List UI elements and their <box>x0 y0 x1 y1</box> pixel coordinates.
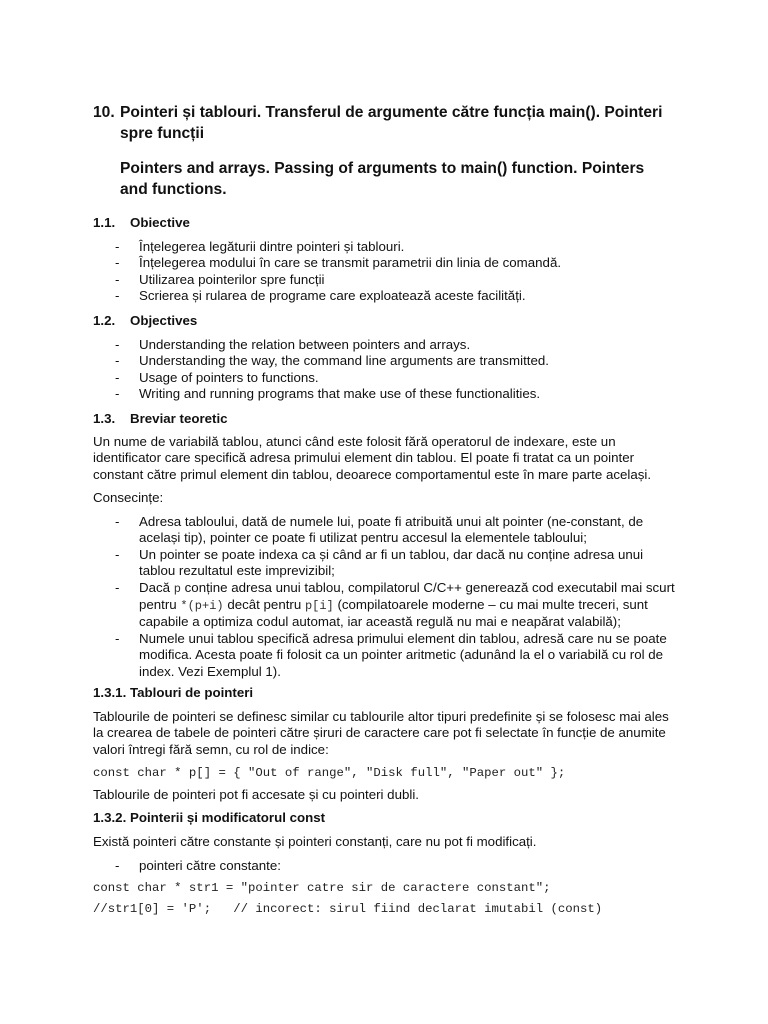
text-run: decât pentru <box>223 597 305 613</box>
code-line: const char * p[] = { "Out of range", "Disk full", "Paper out" }; <box>93 766 566 780</box>
section-number: 1.3.1. <box>93 685 127 700</box>
list-item: - Usage of pointers to functions. <box>93 370 683 386</box>
section-heading-1-1 <box>93 215 190 231</box>
list-item <box>93 580 683 631</box>
section-heading-1-3-2 <box>93 810 325 826</box>
objectives-ro-list <box>93 239 683 305</box>
double-pointers-paragraph: Tablourile de pointeri pot fi accesate și cu pointeri dubli. <box>93 787 419 802</box>
list-item: - Înțelegerea legăturii dintre pointeri și tablouri. <box>93 239 683 255</box>
code-line: const char * str1 = "pointer catre sir de caractere constant"; <box>93 881 551 895</box>
section-title: Pointerii și modificatorul const <box>130 810 326 825</box>
section-title: Objectives <box>130 313 198 328</box>
const-pointers-paragraph: Există pointeri către constante și pointeri constanți, care nu pot fi modificați. <box>93 834 537 849</box>
section-heading-1-3 <box>93 411 228 427</box>
section-number: 1.3. <box>93 411 116 426</box>
list-item: - Writing and running programs that make use of these functionalities. <box>93 386 683 402</box>
section-title: Obiective <box>130 215 190 230</box>
chapter-title-ro: Pointeri și tablouri. Transferul de argumente către funcția main(). Pointeri spre funcții <box>120 104 663 142</box>
chapter-title-en: Pointers and arrays. Passing of arguments to main() function. Pointers and functions. <box>120 160 645 198</box>
list-item: - Understanding the relation between pointers and arrays. <box>93 337 683 353</box>
list-item: - Numele unui tablou specifică adresa primului element din tablou, adresă care nu se poate modifica. Acesta poate fi folosit ca un pointer aritmetic (adunând la el o variabilă cu rol de index. Vezi Exemplul 1). <box>93 631 683 680</box>
section-heading-1-2 <box>93 313 197 329</box>
section-number: 1.2. <box>93 313 116 328</box>
section-title: Breviar teoretic <box>130 411 228 426</box>
list-item: - Utilizarea pointerilor spre funcții <box>93 272 683 288</box>
intro-paragraph: Un nume de variabilă tablou, atunci când este folosit fără operatorul de indexare, este un identificator care specifică adresa primului element din tablou. El poate fi tratat ca un pointer constant către primul element din tablou, deoarece comportamentul este în mare parte același. <box>93 434 652 482</box>
list-item: - Adresa tabloului, dată de numele lui, poate fi atribuită unui alt pointer (ne-constant, de același tip), pointer ce poate fi utilizat pentru accesul la elementele tabloului; <box>93 514 683 547</box>
section-number: 1.1. <box>93 215 116 230</box>
pointer-arrays-paragraph: Tablourile de pointeri se definesc similar cu tablourile altor tipuri predefinite și se folosesc mai ales la crearea de tabele de pointeri către șiruri de caractere care pot fi selectate în funcție de anumite valori întregi fără semn, cu rol de indice: <box>93 709 669 757</box>
list-item: - Un pointer se poate indexa ca și când ar fi un tablou, dar dacă nu conține adresa unui tablou rezultatul este imprevizibil; <box>93 547 683 580</box>
list-item: - pointeri către constante: <box>93 858 683 874</box>
const-pointers-list <box>93 858 683 874</box>
objectives-en-list <box>93 337 683 403</box>
code-inline: p[i] <box>304 599 334 614</box>
text-run: conține adresa unui tablou, compilatorul C/C++ generează cod executabil mai scurt pentru <box>139 579 675 613</box>
chapter-number: 10. <box>93 104 115 121</box>
code-line: //str1[0] = 'P'; // incorect: sirul fiind declarat imutabil (const) <box>93 902 603 916</box>
consequences-list <box>93 514 683 680</box>
text-run: Dacă <box>139 579 174 595</box>
list-item: - Scrierea și rularea de programe care exploatează aceste facilități. <box>93 288 683 304</box>
code-inline: p <box>173 581 181 596</box>
text-run: (compilatoarele moderne – cu mai multe treceri, sunt capabile a optimiza codul automat, iar această regulă nu mai e neapărat valabilă); <box>139 597 648 630</box>
list-item: - Înțelegerea modului în care se transmit parametrii din linia de comandă. <box>93 255 683 271</box>
consequences-label: Consecințe: <box>93 490 164 505</box>
section-heading-1-3-1 <box>93 685 253 701</box>
section-title: Tablouri de pointeri <box>130 685 254 700</box>
code-inline: *(p+i) <box>180 599 224 614</box>
section-number: 1.3.2. <box>93 810 127 825</box>
list-item: - Understanding the way, the command line arguments are transmitted. <box>93 353 683 369</box>
